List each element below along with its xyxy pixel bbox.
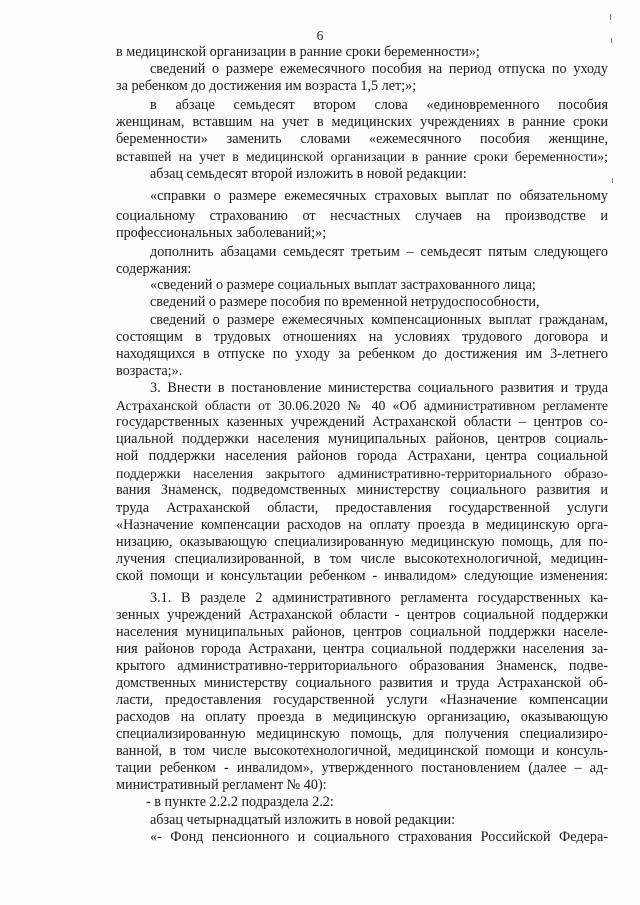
text-line: сведений о размере ежемесячного пособия на период отпуска по уходу (150, 61, 608, 77)
text-line: содержания: (116, 261, 192, 277)
text-line: населения муниципальных районов, центров социальной поддержки населе- (116, 624, 608, 640)
text-line: сведений о размере ежемесячных компенсационных выплат гражданам, (150, 312, 608, 328)
text-line: в абзаце семьдесят втором слова «единовременного пособия (150, 97, 608, 113)
text-line: ной поддержки населения районов города Астрахани, центра социальной (116, 448, 608, 464)
text-line: профессиональных заболеваний;»; (116, 225, 327, 241)
text-line: сведений о размере пособия по временной нетрудоспособности, (150, 294, 540, 310)
text-line: дополнить абзацами семьдесят третьим – семьдесят пятым следующего (150, 244, 608, 260)
text-line: - в пункте 2.2.2 подраздела 2.2: (146, 794, 334, 810)
text-line: «- Фонд пенсионного и социального страхования Российской Федера- (150, 829, 608, 845)
text-line: зенных учреждений Астраханской области - центров социальной поддержки (116, 607, 608, 623)
text-line: «сведений о размере социальных выплат застрахованного лица; (150, 277, 536, 293)
text-line: «справки о размере ежемесячных страховых выплат по обязательному (150, 188, 608, 204)
text-line: низацию, оказывающую специализированную медицинскую помощь, для по- (116, 534, 608, 550)
text-line: ния районов города Астрахани, центра социальной поддержки населения за- (116, 641, 608, 657)
text-line: абзац четырнадцатый изложить в новой редакции: (150, 812, 456, 828)
text-line: социальному страхованию от несчастных случаев на производстве и (116, 208, 608, 224)
text-line: крытого административно-территориального образования Знаменск, подве- (116, 658, 608, 674)
text-line: государственных казенных учреждений Астраханской области – центров со- (116, 414, 608, 430)
text-line: лучения специализированной, в том числе высокотехнологичной, медицин- (116, 551, 608, 567)
text-line: 3.1. В разделе 2 административного регламента государственных ка- (150, 590, 608, 606)
text-line: ской помощи и консультации ребенком - инвалидом» следующие изменения: (116, 568, 608, 584)
text-line: за ребенком до достижения им возраста 1,5 лет;»; (116, 78, 417, 94)
text-line: вания Знаменск, подведомственных министерству социального развития и (116, 482, 608, 498)
text-line: циальной поддержки населения муниципальных районов, центров социаль- (116, 431, 608, 447)
text-line: состоящим в трудовых отношениях на условиях трудового договора и (116, 329, 608, 345)
text-line: специализированную медицинскую помощь, для получения специализиро- (116, 726, 608, 742)
text-line: ласти, предоставления государственной услуги «Назначение компенсации (116, 692, 608, 708)
scan-mark (612, 178, 613, 183)
text-line: абзац семьдесят второй изложить в новой редакции: (150, 166, 467, 182)
text-line: Астраханской области от 30.06.2020 № 40 «Об административном регламенте (116, 398, 608, 413)
text-line: расходов на оплату проезда в медицинскую организацию, оказывающую (116, 709, 608, 725)
text-line: в медицинской организации в ранние сроки беременности»; (116, 44, 480, 60)
text-line: находящихся в отпуске по уходу за ребенком до достижения им 3-летнего (116, 346, 608, 362)
text-line: поддержки населения закрытого административно-территориального образо- (116, 466, 608, 481)
scan-mark (611, 38, 612, 43)
text-line: труда Астраханской области, предоставления государственной услуги (116, 500, 608, 516)
text-line: вставшей на учет в медицинской организации в ранние сроки беременности»; (116, 149, 608, 164)
scan-mark (610, 14, 611, 20)
text-line: ванной, в том числе высокотехнологичной, медицинской помощи и консуль- (116, 743, 608, 759)
page-number: 6 (316, 28, 324, 43)
text-line: министративный регламент № 40): (116, 777, 327, 793)
text-line: возраста;». (116, 363, 183, 379)
text-line: беременности» заменить словами «ежемесячного пособия женщине, (116, 131, 608, 147)
text-line: домственных министерству социального развития и труда Астраханской об- (116, 675, 608, 691)
text-line: «Назначение компенсации расходов на оплату проезда в медицинскую орга- (116, 517, 608, 533)
text-line: 3. Внести в постановление министерства социального развития и труда (150, 380, 608, 396)
text-line: тации ребенком - инвалидом», утвержденного постановлением (далее – ад- (116, 760, 608, 776)
text-line: женщинам, вставшим на учет в медицинских учреждениях в ранние сроки (116, 114, 608, 130)
